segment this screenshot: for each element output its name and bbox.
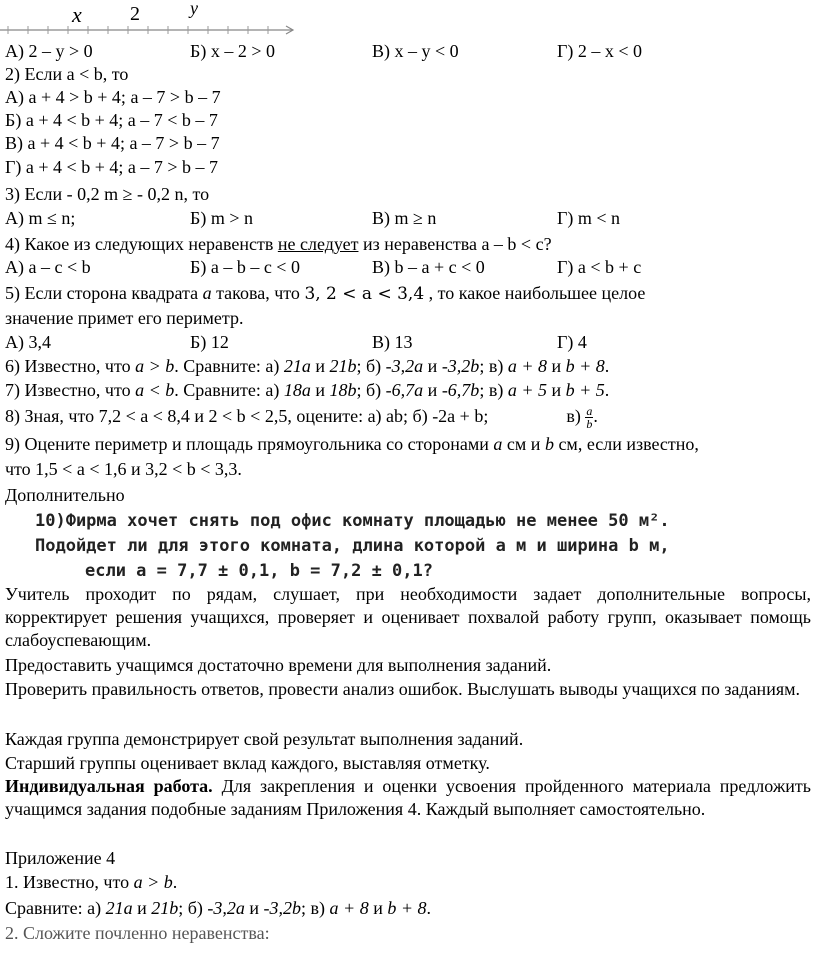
individual-paragraph xyxy=(5,775,811,821)
q3-title: 3) Если - 0,2 m ≥ - 0,2 n, то xyxy=(5,184,210,204)
q8-fraction: $\frac{a}{b}$ xyxy=(586,404,593,432)
q5-post: , то какое наибольшее целое xyxy=(424,283,646,303)
q2-option-a: А) a + 4 > b + 4; a – 7 > b – 7 xyxy=(5,87,221,107)
q4-pre: 4) Какое из следующих неравенств xyxy=(5,234,278,254)
q3-option-d: Г) m < n xyxy=(557,208,621,228)
q3-option-b: Б) m > n xyxy=(190,208,253,228)
individual-rest: Для закрепления и оценки усвоения пройденного материала предложить учащимся задания подобные заданиям Приложения 4. Каждый выполняет самостоятельно. xyxy=(5,776,811,819)
check-paragraph: Проверить правильность ответов, провести анализ ошибок. Выслушать выводы учащихся по заданиям. xyxy=(5,679,800,699)
number-line xyxy=(0,0,300,38)
q10-line1: 10)Фирма хочет снять под офис комнату площадью не менее 50 м². xyxy=(35,511,670,531)
q1-option-b: Б) x – 2 > 0 xyxy=(190,41,275,61)
teacher-paragraph: Учитель проходит по рядам, слушает, при необходимости задает дополнительные вопросы, корректирует решения учащихся, проверяет и оценивает похвалой работу групп, оказывает помощь слабоуспевающим. xyxy=(5,584,811,650)
time-line: Предоставить учащимся достаточно времени для выполнения заданий. xyxy=(5,655,552,675)
q4-option-d: Г) a < b + c xyxy=(557,257,642,277)
extra-title: Дополнительно xyxy=(5,485,125,505)
q8-text: 8) Зная, что 7,2 < a < 8,4 и 2 < b < 2,5, оцените: а) ab; б) -2a + b; xyxy=(5,406,489,426)
q5-line1 xyxy=(5,282,645,305)
q5-option-c: В) 13 xyxy=(372,332,413,352)
elder-line: Старший группы оценивает вклад каждого, выставляя отметку. xyxy=(5,753,490,773)
q6-line: 6) Известно, что a > b. Сравните: а) 21a и 21b; б) -3,2a и -3,2b; в) a + 8 и b + 8. xyxy=(5,356,610,376)
q5-option-d: Г) 4 xyxy=(557,332,587,352)
appendix-q2: 2. Сложите почленно неравенства: xyxy=(5,923,270,943)
individual-bold: Индивидуальная работа. xyxy=(5,776,213,796)
q9-line2: что 1,5 < a < 1,6 и 3,2 < b < 3,3. xyxy=(5,459,242,479)
label-2: 2 xyxy=(130,3,140,25)
q2-option-b: Б) a + 4 < b + 4; a – 7 < b – 7 xyxy=(5,110,218,130)
q2-option-c: В) a + 4 < b + 4; a – 7 > b – 7 xyxy=(5,133,220,153)
q5-mid: такова, что xyxy=(211,283,305,303)
q10-line2: Подойдет ли для этого комната, длина которой a м и ширина b м, xyxy=(35,536,670,556)
q5-option-a: А) 3,4 xyxy=(5,332,51,352)
q8-line: 8) Зная, что 7,2 < a < 8,4 и 2 < b < 2,5, оцените: а) ab; б) -2a + b; в) $\frac{a}{b}$ . xyxy=(5,404,598,432)
q5-var: a xyxy=(202,283,212,303)
appendix-title: Приложение 4 xyxy=(5,848,116,868)
group-line: Каждая группа демонстрирует свой результат выполнения заданий. xyxy=(5,729,524,749)
q1-option-c: В) x – y < 0 xyxy=(372,41,459,61)
label-y: y xyxy=(190,0,198,18)
q1-option-a: А) 2 – y > 0 xyxy=(5,41,93,61)
q5-option-b: Б) 12 xyxy=(190,332,229,352)
q2-title: 2) Если a < b, то xyxy=(5,64,129,84)
q7-line: 7) Известно, что a < b. Сравните: а) 18a и 18b; б) -6,7a и -6,7b; в) a + 5 и b + 5. xyxy=(5,380,610,400)
q8-c-label: в) xyxy=(566,406,581,426)
appendix-q1-compare: Сравните: а) 21a и 21b; б) -3,2a и -3,2b; в) a + 8 и b + 8. xyxy=(5,898,431,918)
q5-pre: 5) Если сторона квадрата xyxy=(5,283,203,303)
appendix-q1: 1. Известно, что a > b. xyxy=(5,872,178,892)
q1-option-d: Г) 2 – x < 0 xyxy=(557,41,643,61)
q5-inequality: 3, 2 < a < 3,4 xyxy=(304,284,425,304)
q3-option-a: А) m ≤ n; xyxy=(5,208,76,228)
q4-option-b: Б) a – b – c < 0 xyxy=(190,257,300,277)
q4-option-c: В) b – a + c < 0 xyxy=(372,257,485,277)
q3-option-c: В) m ≥ n xyxy=(372,208,437,228)
q10-line3: если a = 7,7 ± 0,1, b = 7,2 ± 0,1? xyxy=(85,561,433,581)
q5-line2: значение примет его периметр. xyxy=(5,308,244,328)
label-x: x xyxy=(72,2,82,27)
q4-underlined: не следует xyxy=(277,234,359,254)
q2-option-d: Г) a + 4 < b + 4; a – 7 > b – 7 xyxy=(5,157,218,177)
q9-line1: 9) Оцените периметр и площадь прямоугольника со сторонами a см и b см, если известно, xyxy=(5,434,699,454)
q4-title xyxy=(5,233,552,255)
q4-post: из неравенства a – b < c? xyxy=(358,234,552,254)
q10-block xyxy=(35,509,685,581)
q4-option-a: А) a – c < b xyxy=(5,257,91,277)
